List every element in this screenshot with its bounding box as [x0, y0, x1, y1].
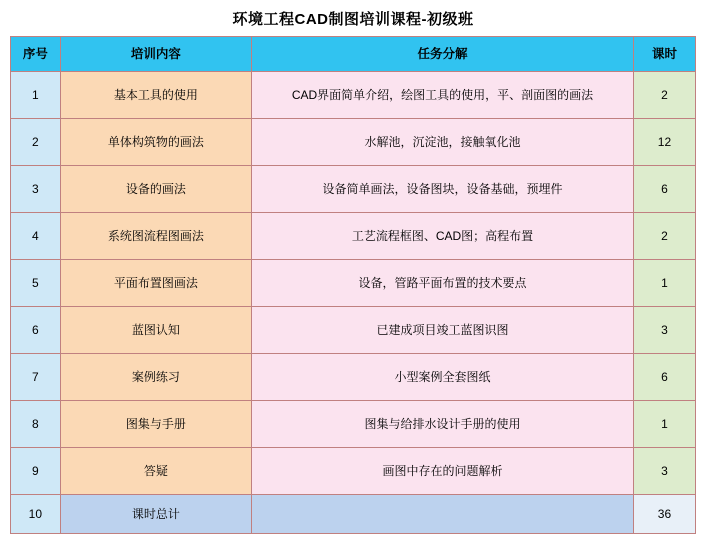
- row-hours: 6: [633, 354, 695, 401]
- row-no: 7: [11, 354, 61, 401]
- course-schedule-table: [10, 36, 696, 534]
- row-no: 8: [11, 401, 61, 448]
- total-hours: 36: [633, 495, 695, 534]
- row-task: 设备，管路平面布置的技术要点: [252, 260, 634, 307]
- column-header-topic: 培训内容: [60, 37, 251, 72]
- row-hours: 2: [633, 213, 695, 260]
- table-row: [11, 260, 696, 307]
- row-topic: 设备的画法: [60, 166, 251, 213]
- total-no: 10: [11, 495, 61, 534]
- table-row: [11, 72, 696, 119]
- row-task: 小型案例全套图纸: [252, 354, 634, 401]
- row-topic: 图集与手册: [60, 401, 251, 448]
- row-no: 5: [11, 260, 61, 307]
- row-no: 1: [11, 72, 61, 119]
- row-topic: 系统图流程图画法: [60, 213, 251, 260]
- row-no: 2: [11, 119, 61, 166]
- column-header-hours: 课时: [633, 37, 695, 72]
- table-row: [11, 213, 696, 260]
- row-hours: 1: [633, 401, 695, 448]
- row-hours: 1: [633, 260, 695, 307]
- row-task: 水解池，沉淀池，接触氧化池: [252, 119, 634, 166]
- row-hours: 3: [633, 448, 695, 495]
- row-topic: 平面布置图画法: [60, 260, 251, 307]
- row-topic: 基本工具的使用: [60, 72, 251, 119]
- column-header-task: 任务分解: [252, 37, 634, 72]
- row-hours: 12: [633, 119, 695, 166]
- total-label: 课时总计: [60, 495, 251, 534]
- row-topic: 单体构筑物的画法: [60, 119, 251, 166]
- row-hours: 2: [633, 72, 695, 119]
- row-task: CAD界面简单介绍，绘图工具的使用，平、剖面图的画法: [252, 72, 634, 119]
- row-topic: 蓝图认知: [60, 307, 251, 354]
- total-spacer: [252, 495, 634, 534]
- table-row: [11, 307, 696, 354]
- row-hours: 3: [633, 307, 695, 354]
- table-row: [11, 354, 696, 401]
- table-row: [11, 401, 696, 448]
- table-total-row: [11, 495, 696, 534]
- table-header-row: [11, 37, 696, 72]
- row-topic: 答疑: [60, 448, 251, 495]
- row-no: 3: [11, 166, 61, 213]
- table-row: [11, 119, 696, 166]
- page-title: 环境工程CAD制图培训课程-初级班: [232, 11, 474, 28]
- row-topic: 案例练习: [60, 354, 251, 401]
- row-no: 4: [11, 213, 61, 260]
- row-task: 已建成项目竣工蓝图识图: [252, 307, 634, 354]
- column-header-no: 序号: [11, 37, 61, 72]
- row-no: 9: [11, 448, 61, 495]
- table-row: [11, 448, 696, 495]
- row-hours: 6: [633, 166, 695, 213]
- row-task: 画图中存在的问题解析: [252, 448, 634, 495]
- row-task: 图集与给排水设计手册的使用: [252, 401, 634, 448]
- row-task: 设备简单画法，设备图块，设备基础，预埋件: [252, 166, 634, 213]
- table-row: [11, 166, 696, 213]
- row-no: 6: [11, 307, 61, 354]
- row-task: 工艺流程框图、CAD图；高程布置: [252, 213, 634, 260]
